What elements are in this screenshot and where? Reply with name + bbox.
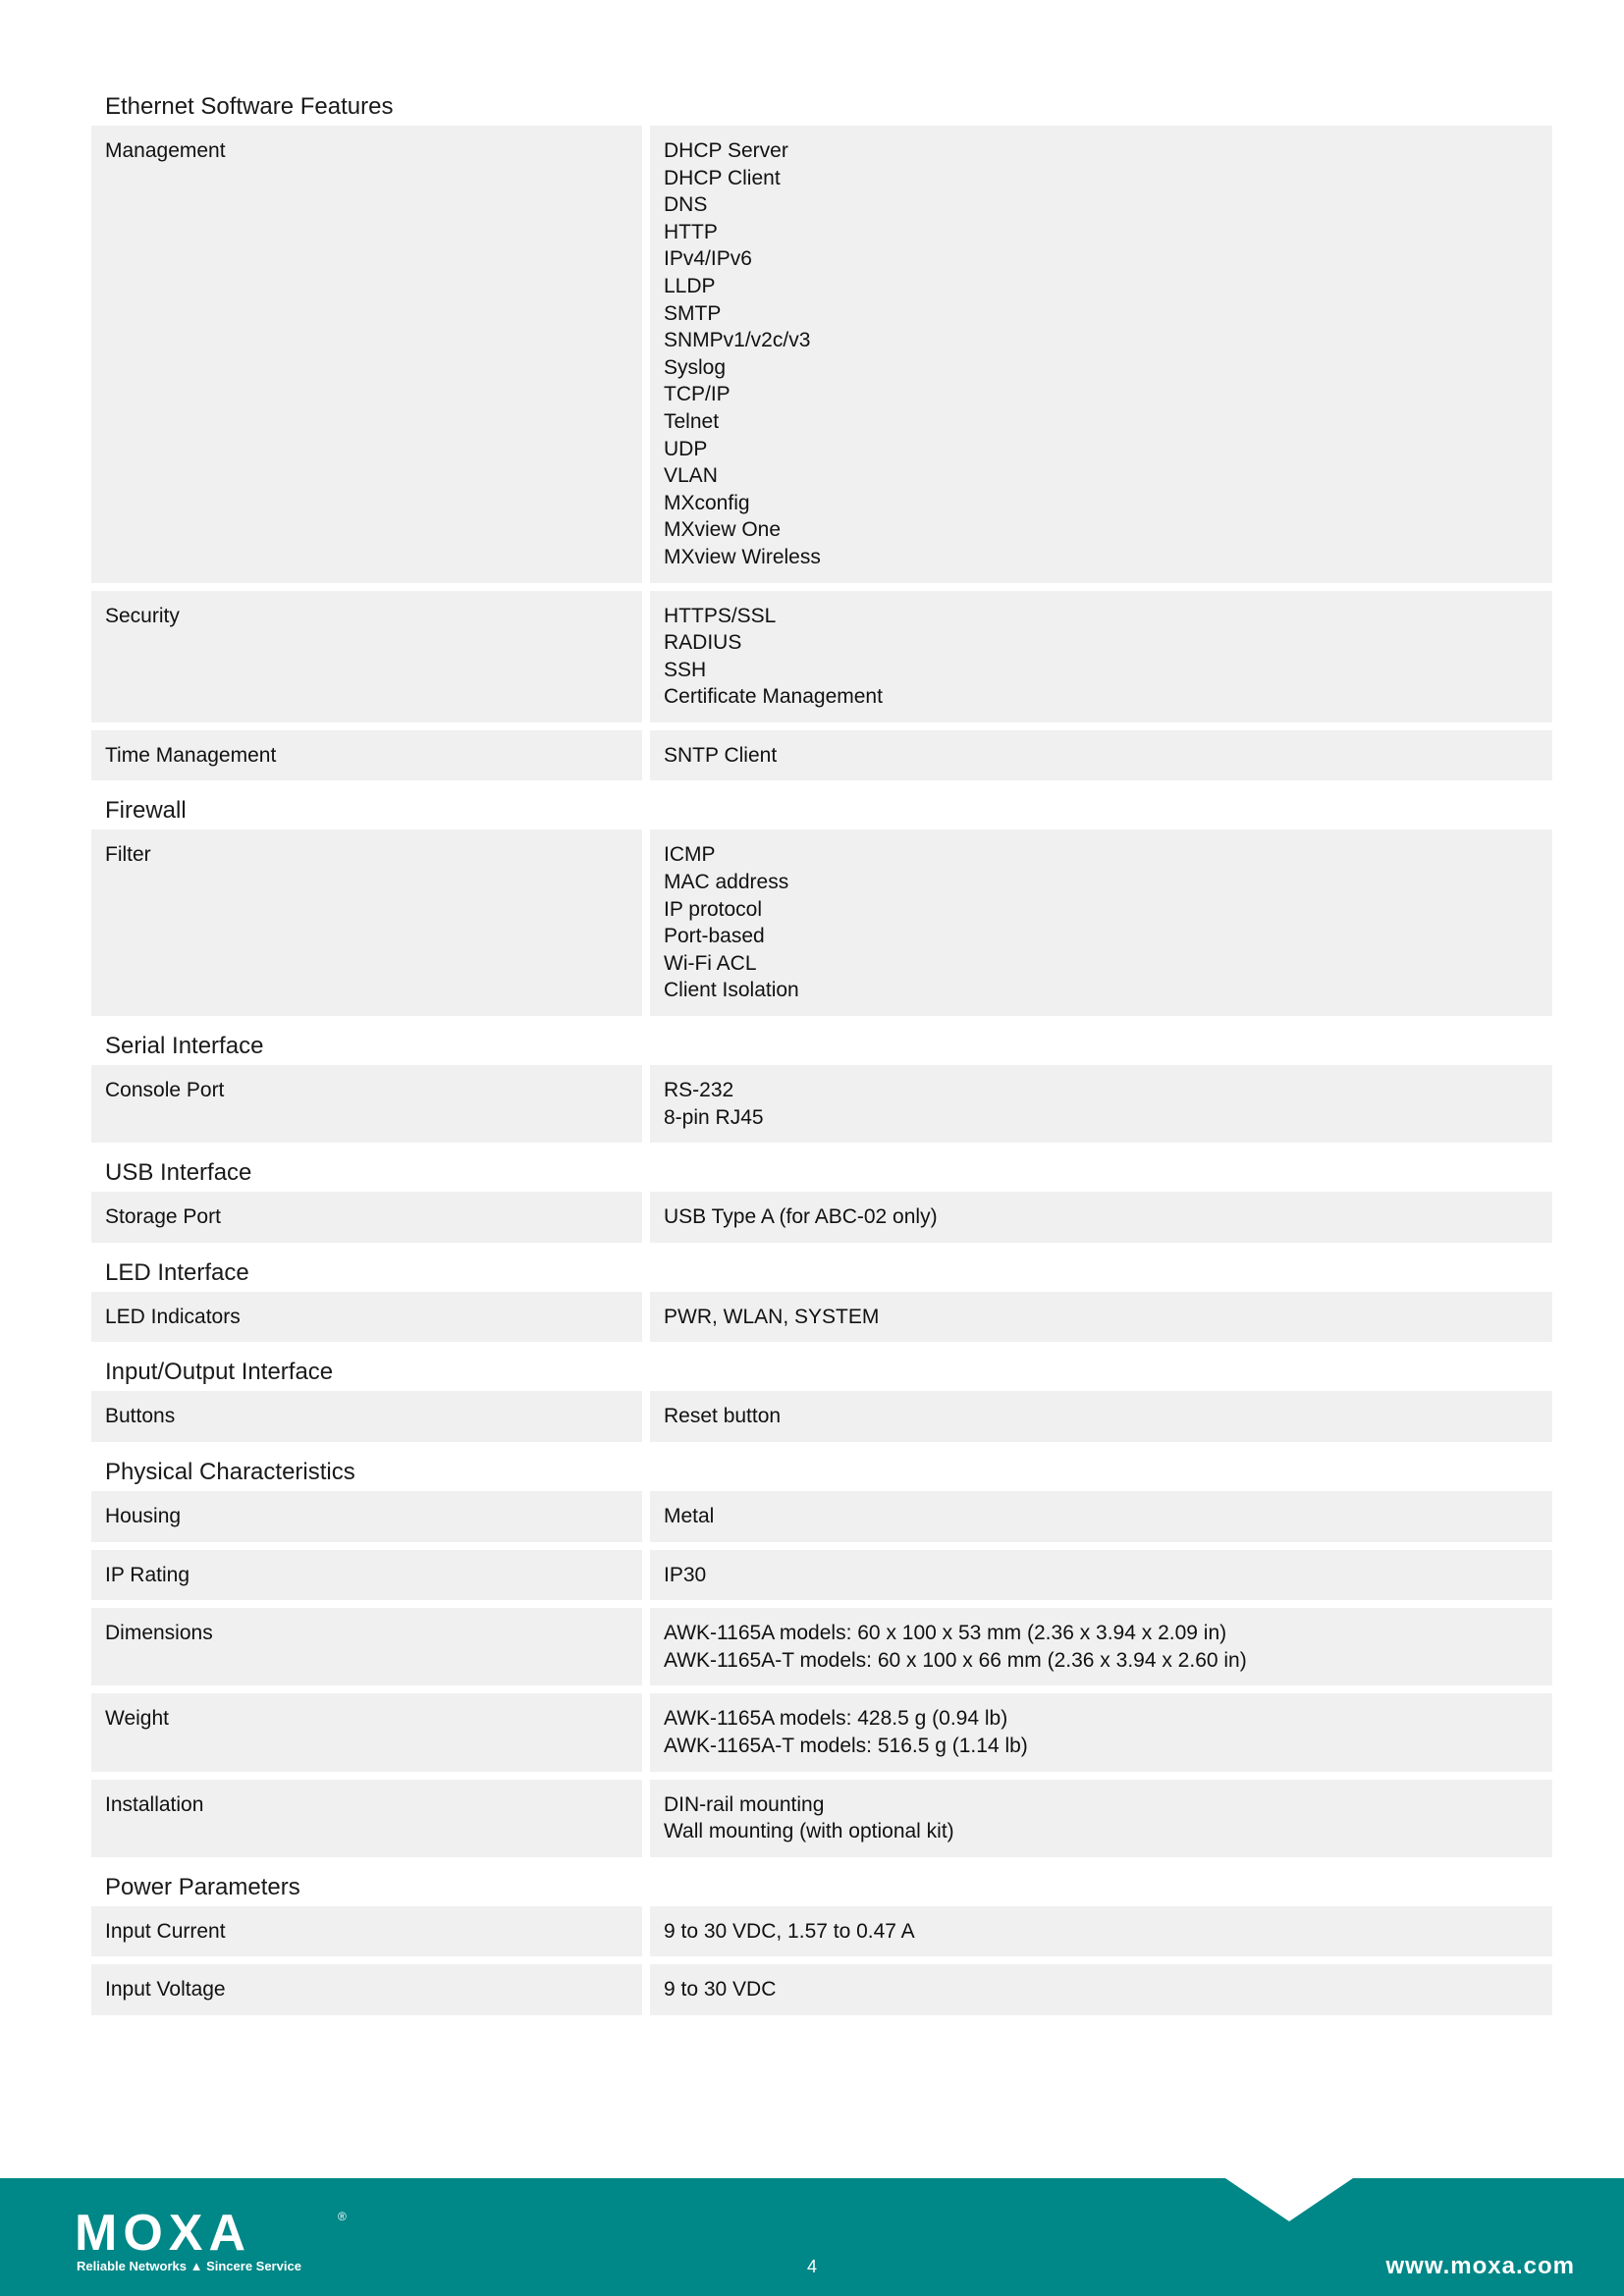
- spec-label: IP Rating: [91, 1550, 642, 1601]
- spec-label: Input Current: [91, 1906, 642, 1957]
- spec-values: [650, 1065, 1552, 1143]
- spec-value: Client Isolation: [664, 979, 799, 1002]
- spec-value: Reset button: [664, 1405, 782, 1428]
- spec-label: Dimensions: [91, 1608, 642, 1685]
- spec-value: HTTPS/SSL: [664, 604, 777, 627]
- spec-value: ICMP: [664, 843, 716, 867]
- spec-row-time-management: [91, 730, 1552, 781]
- spec-values: [650, 1608, 1552, 1685]
- spec-value: AWK-1165A-T models: 516.5 g (1.14 lb): [664, 1734, 1028, 1757]
- spec-values: [650, 1693, 1552, 1771]
- spec-value: Wall mounting (with optional kit): [664, 1820, 954, 1843]
- section-title-power-parameters: Power Parameters: [105, 1873, 300, 1900]
- spec-row-installation: [91, 1780, 1552, 1857]
- registered-mark: ®: [338, 2210, 347, 2223]
- spec-value: UDP: [664, 437, 708, 460]
- spec-value: 9 to 30 VDC: [664, 1978, 777, 2002]
- spec-value: AWK-1165A-T models: 60 x 100 x 66 mm (2.36 x 3.94 x 2.60 in): [664, 1648, 1247, 1672]
- logo-wordmark: MOXA: [75, 2205, 251, 2262]
- spec-row-input-voltage: [91, 1964, 1552, 2015]
- spec-values: [650, 1292, 1552, 1343]
- spec-row-buttons: [91, 1391, 1552, 1442]
- spec-label: Security: [91, 591, 642, 722]
- spec-value: DHCP Server: [664, 139, 788, 162]
- spec-value: TCP/IP: [664, 383, 731, 406]
- spec-label: Installation: [91, 1780, 642, 1857]
- spec-row-weight: [91, 1693, 1552, 1771]
- spec-value: SNTP Client: [664, 743, 778, 767]
- logo-tagline: Reliable Networks ▲ Sincere Service: [77, 2259, 301, 2273]
- section-title-firewall: Firewall: [105, 797, 187, 825]
- spec-row-security: [91, 591, 1552, 722]
- spec-values: [650, 1906, 1552, 1957]
- spec-label: Management: [91, 126, 642, 583]
- spec-label: Time Management: [91, 730, 642, 781]
- spec-label: Filter: [91, 829, 642, 1016]
- spec-value: Certificate Management: [664, 685, 883, 709]
- spec-label: Console Port: [91, 1065, 642, 1143]
- spec-row-filter: [91, 829, 1552, 1016]
- spec-row-housing: [91, 1491, 1552, 1542]
- spec-value: SMTP: [664, 301, 722, 325]
- spec-value: DNS: [664, 193, 708, 217]
- spec-value: Metal: [664, 1505, 715, 1527]
- spec-values: [650, 730, 1552, 781]
- spec-value: IP30: [664, 1563, 707, 1586]
- spec-row-management: [91, 126, 1552, 583]
- spec-value: MAC address: [664, 871, 789, 894]
- spec-label: Housing: [91, 1491, 642, 1542]
- spec-values: [650, 591, 1552, 722]
- spec-values: [650, 1780, 1552, 1857]
- spec-value: VLAN: [664, 464, 718, 488]
- spec-values: [650, 1391, 1552, 1442]
- spec-row-console-port: [91, 1065, 1552, 1143]
- spec-value: IPv4/IPv6: [664, 247, 752, 271]
- section-title-input-output-interface: Input/Output Interface: [105, 1359, 334, 1386]
- moxa-logo: [75, 2205, 359, 2280]
- spec-value: MXconfig: [664, 491, 750, 514]
- section-title-serial-interface: Serial Interface: [105, 1033, 264, 1060]
- spec-values: [650, 126, 1552, 583]
- spec-value: 8-pin RJ45: [664, 1105, 764, 1129]
- spec-label: Buttons: [91, 1391, 642, 1442]
- spec-values: [650, 1491, 1552, 1542]
- spec-row-input-current: [91, 1906, 1552, 1957]
- spec-value: PWR, WLAN, SYSTEM: [664, 1305, 880, 1328]
- spec-label: Weight: [91, 1693, 642, 1771]
- spec-row-dimensions: [91, 1608, 1552, 1685]
- website-link[interactable]: www.moxa.com: [1385, 2253, 1575, 2279]
- spec-label: Input Voltage: [91, 1964, 642, 2015]
- spec-value: Syslog: [664, 355, 727, 379]
- spec-values: [650, 829, 1552, 1016]
- spec-value: MXview Wireless: [664, 545, 821, 568]
- spec-value: 9 to 30 VDC, 1.57 to 0.47 A: [664, 1919, 915, 1943]
- spec-value: IP protocol: [664, 897, 763, 921]
- spec-values: [650, 1964, 1552, 2015]
- spec-value: DIN-rail mounting: [664, 1792, 825, 1816]
- section-title-physical-characteristics: Physical Characteristics: [105, 1459, 355, 1485]
- page-footer: [0, 2178, 1624, 2296]
- spec-value: LLDP: [664, 274, 716, 297]
- spec-row-ip-rating: [91, 1550, 1552, 1601]
- footer-notch-shape: [1225, 2178, 1353, 2221]
- spec-value: AWK-1165A models: 428.5 g (0.94 lb): [664, 1707, 1008, 1731]
- spec-value: RS-232: [664, 1079, 734, 1102]
- spec-row-storage-port: [91, 1192, 1552, 1243]
- spec-value: SNMPv1/v2c/v3: [664, 329, 811, 352]
- spec-label: LED Indicators: [91, 1292, 642, 1343]
- spec-value: AWK-1165A models: 60 x 100 x 53 mm (2.36 x 3.94 x 2.09 in): [664, 1622, 1227, 1645]
- section-title-ethernet-software-features: Ethernet Software Features: [105, 93, 394, 120]
- spec-value: USB Type A (for ABC-02 only): [664, 1205, 938, 1229]
- section-title-usb-interface: USB Interface: [105, 1159, 252, 1187]
- spec-values: [650, 1192, 1552, 1243]
- spec-value: Wi-Fi ACL: [664, 951, 757, 975]
- spec-value: Telnet: [664, 409, 720, 433]
- spec-value: HTTP: [664, 220, 718, 243]
- spec-values: [650, 1550, 1552, 1601]
- spec-row-led-indicators: [91, 1292, 1552, 1343]
- spec-value: RADIUS: [664, 631, 742, 655]
- spec-value: DHCP Client: [664, 166, 781, 189]
- section-title-led-interface: LED Interface: [105, 1258, 249, 1286]
- spec-value: Port-based: [664, 925, 765, 948]
- page-number: 4: [806, 2257, 817, 2276]
- spec-label: Storage Port: [91, 1192, 642, 1243]
- spec-value: MXview One: [664, 518, 782, 542]
- spec-sheet: [91, 92, 1552, 2023]
- spec-value: SSH: [664, 658, 707, 681]
